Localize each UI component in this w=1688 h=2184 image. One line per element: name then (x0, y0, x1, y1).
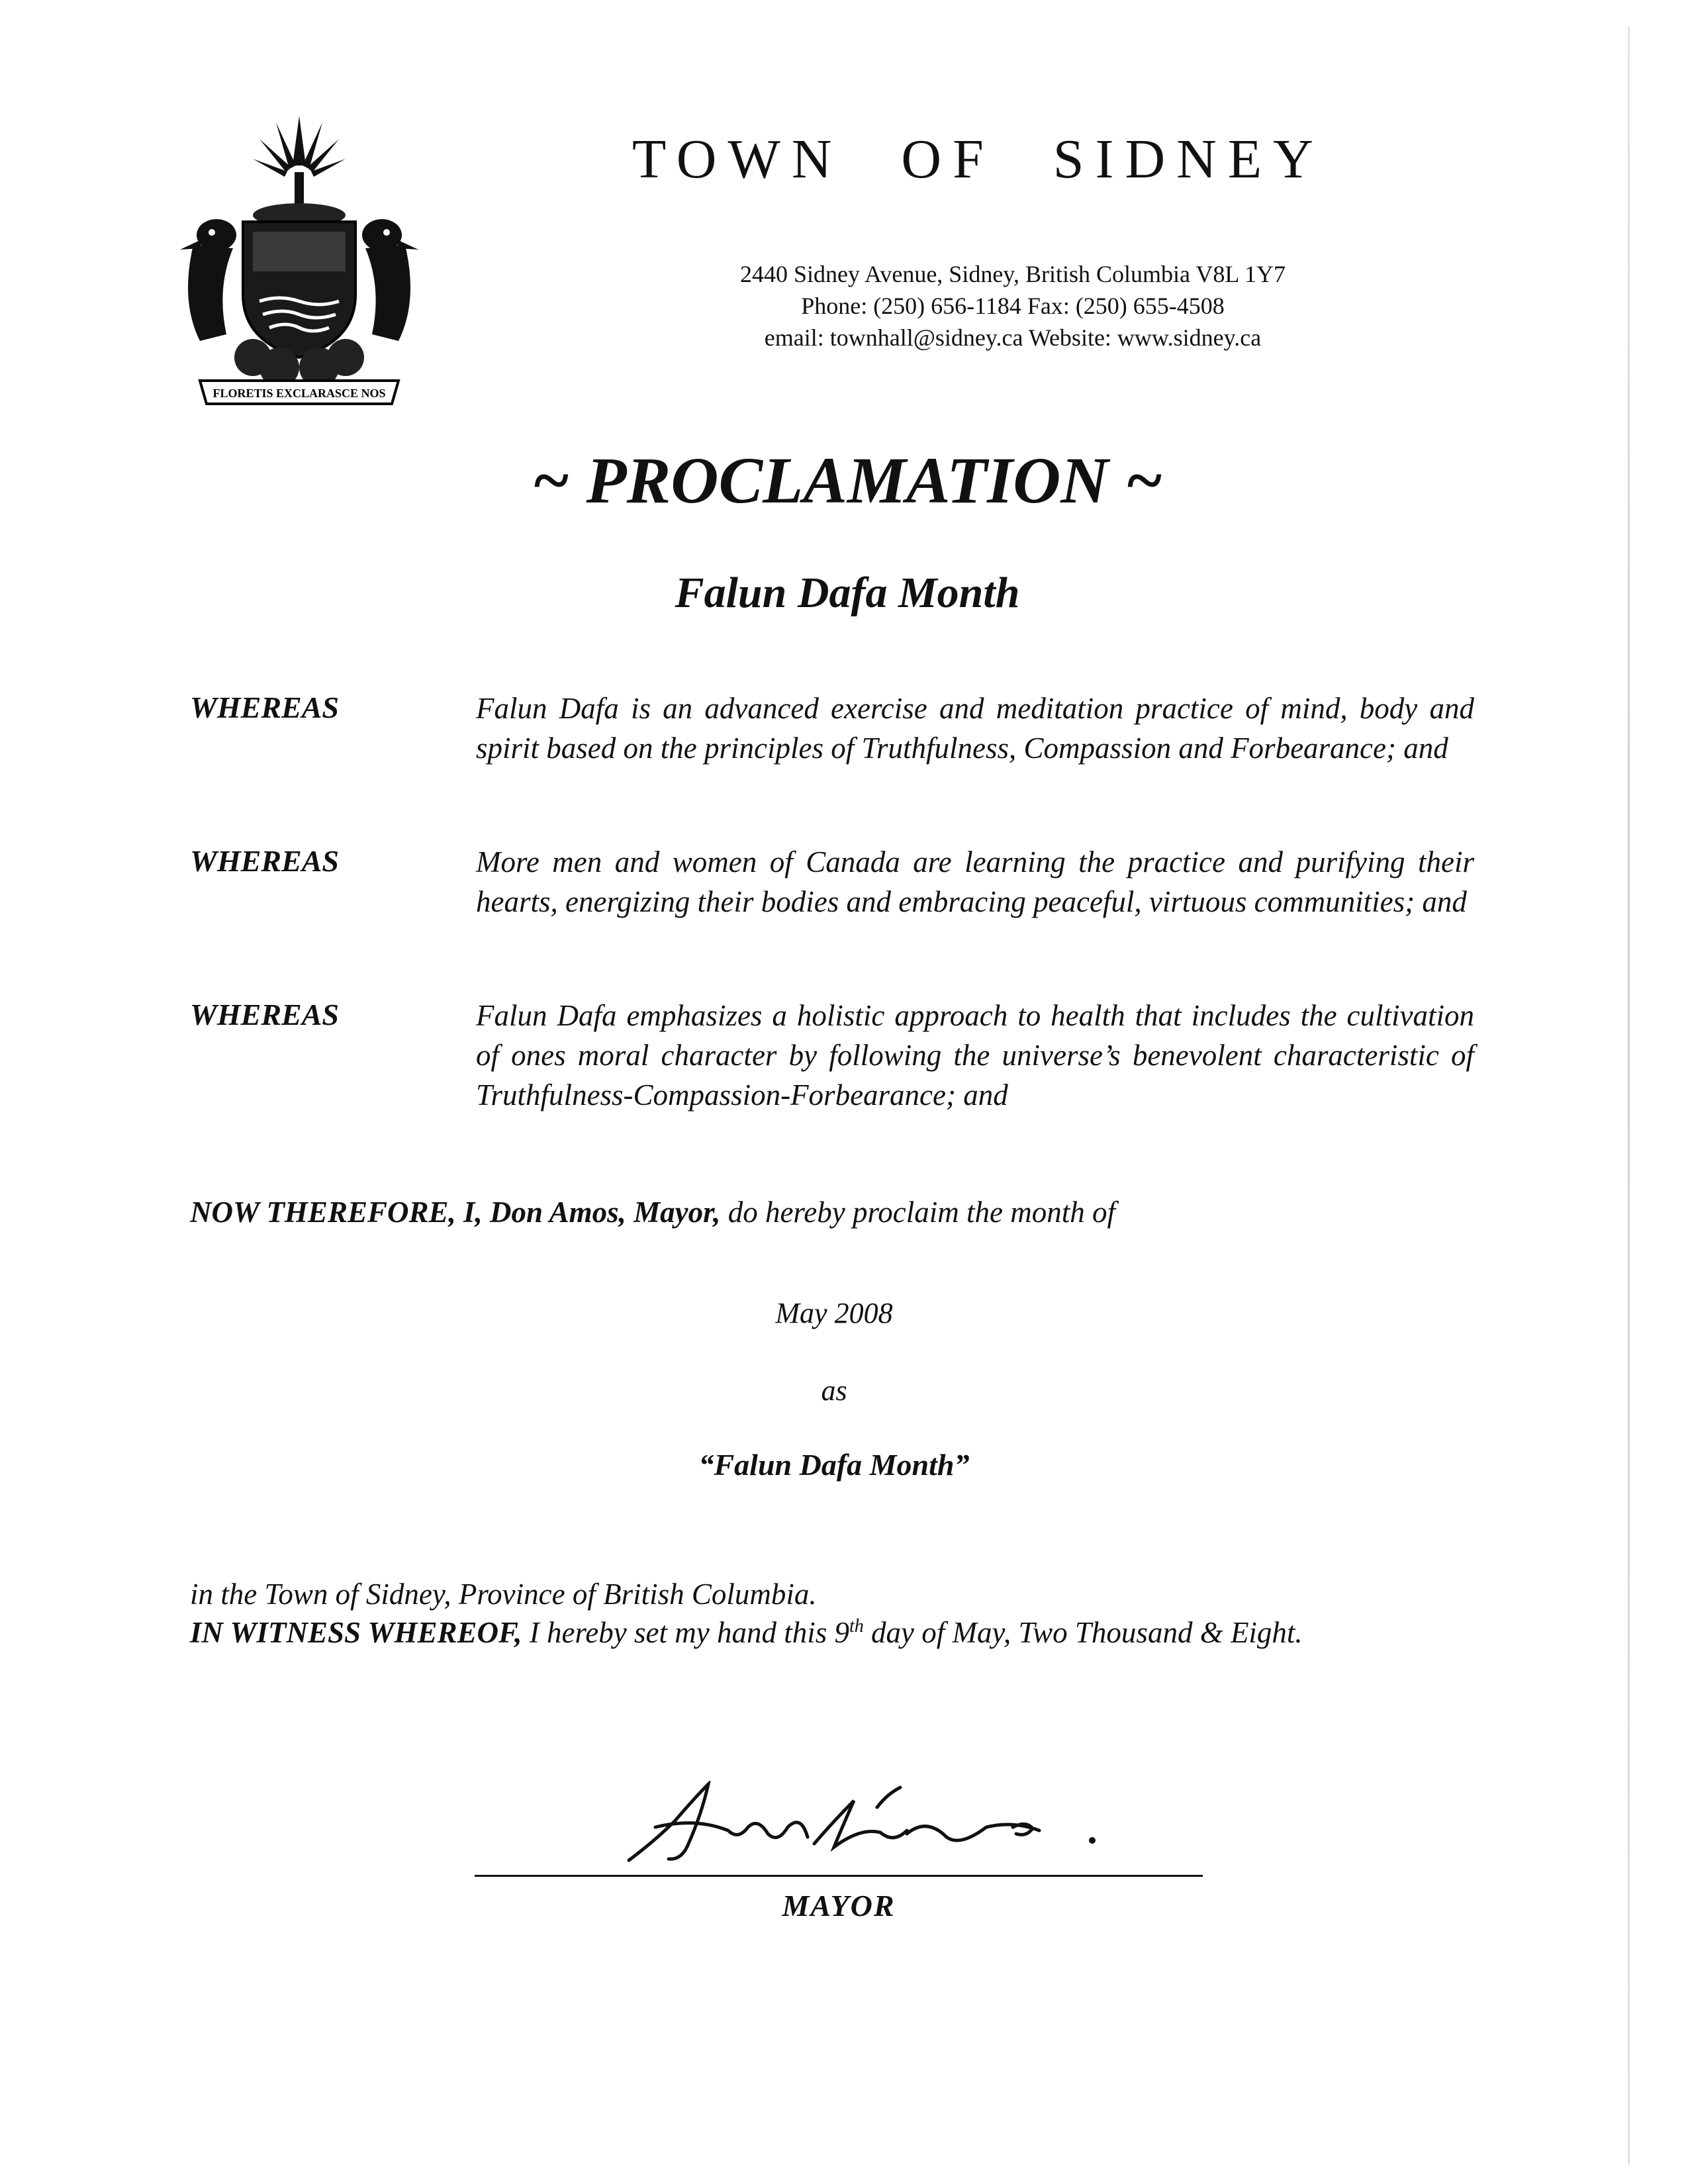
town-crest-emblem (154, 103, 445, 414)
scan-edge-shadow (1628, 26, 1630, 2165)
witness-superscript: th (849, 1616, 864, 1637)
whereas-text: Falun Dafa is an advanced exercise and meditation practice of mind, body and spirit based on the principles of Truthfulness, Compassion and Forbearance; and (476, 692, 1474, 765)
crest-motto: FLORETIS EXCLARASCE NOS (212, 387, 386, 400)
proclamation-title: ~ PROCLAMATION ~ (532, 444, 1163, 517)
witness-text: I hereby set my hand this 9 (529, 1616, 849, 1649)
as-word: as (821, 1374, 847, 1407)
now-therefore-lead: NOW THEREFORE, I, Don Amos, Mayor, (190, 1196, 721, 1229)
whereas-text: More men and women of Canada are learning the practice and purifying their hearts, energizing their bodies and embracing peaceful, virtuous communities; and (476, 845, 1474, 918)
proclamation-subtitle: Falun Dafa Month (675, 569, 1020, 617)
mayor-label: MAYOR (782, 1889, 896, 1923)
proclaimed-month: May 2008 (775, 1297, 893, 1329)
whereas-label: WHEREAS (190, 690, 339, 724)
mayor-signature (616, 1781, 1119, 1867)
now-therefore-rest: do hereby proclaim the month of (727, 1196, 1115, 1229)
signature-line (475, 1875, 1203, 1877)
town-name-heading: TOWN OF SIDNEY (632, 128, 1325, 190)
whereas-text: Falun Dafa emphasizes a holistic approach to health that includes the cultivation of ones moral character by following the universe’s benevolent characteristic of Truthfulness-Compassion-Forbearance; and (476, 999, 1474, 1112)
location-line: in the Town of Sidney, Province of British Columbia. (190, 1578, 817, 1611)
whereas-label: WHEREAS (190, 998, 339, 1031)
email-website-line: email: townhall@sidney.ca Website: www.sidney.ca (764, 324, 1262, 351)
witness-lead: IN WITNESS WHEREOF, (190, 1616, 522, 1649)
witness-line (190, 1615, 1303, 1650)
witness-text-end: day of May, Two Thousand & Eight. (871, 1616, 1303, 1649)
proclaimed-month-name: “Falun Dafa Month” (698, 1448, 970, 1482)
address-line: 2440 Sidney Avenue, Sidney, British Columbia V8L 1Y7 (740, 261, 1286, 287)
now-therefore-line (190, 1195, 1115, 1229)
contact-address-block (688, 258, 1337, 354)
whereas-label: WHEREAS (190, 844, 339, 878)
phone-fax-line: Phone: (250) 656-1184 Fax: (250) 655-4508 (801, 293, 1225, 319)
